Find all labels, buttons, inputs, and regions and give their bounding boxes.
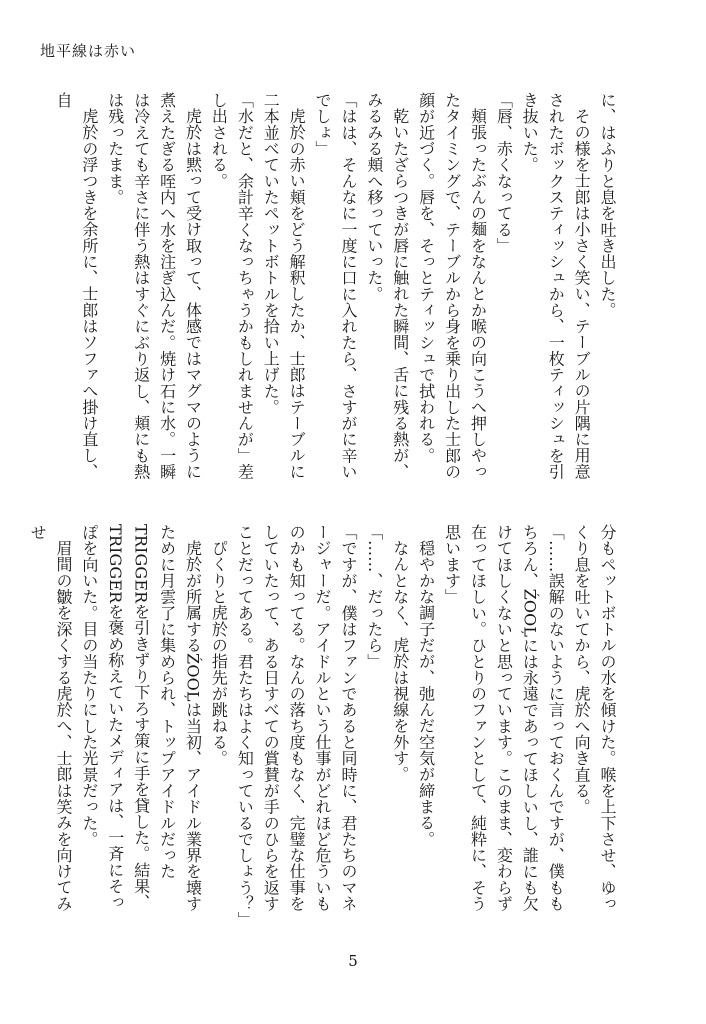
paragraph: 眉間の皺を深くする虎於へ、士郎は笑みを向けてみせ	[28, 524, 73, 912]
paragraph: 虎於の赤い頬をどう解釈したか、士郎はテーブルに二本並べていたペットボトルを拾い上げた。	[261, 92, 307, 480]
paragraph: 虎於の浮つきを余所に、士郎はソファへ掛け直し、自	[53, 92, 99, 480]
upper-text-block	[50, 92, 620, 494]
paragraph: 虎於は黙って受け取って、体感ではマグマのように煮えたぎる咥内へ水を注ぎ込んだ。焼け石に水。一瞬は冷えても辛さに伴う熱はすぐにぶり返し、頬にも熱は残ったまま。	[105, 92, 203, 480]
dialogue-line: 「ですが、僕はファンであると同時に、君たちのマネージャーだ。アイドルという仕事がどれほど危ういものかも知ってる。なんの落ち度もなく、完璧な仕事をしていたって、ある日すべての賞賛が手のひらを返すことだってある。君たちはよく知っているでしょう？」	[235, 524, 358, 928]
paragraph: 分もペットボトルの水を傾けた。喉を上下させ、ゆっくり息を吐いてから、虎於へ向き直る。	[572, 524, 617, 912]
paragraph: その様を士郎は小さく笑い、テーブルの片隅に用意されたボックスティッシュから、一枚ティッシュを引き抜いた。	[520, 92, 592, 480]
page-number: 5	[348, 952, 358, 970]
dialogue-line: 「水だと、余計辛くなっちゃうかもしれませんが」差し出される。	[209, 92, 255, 480]
paragraph: 穏やかな調子だが、弛んだ空気が締まる。	[416, 540, 436, 847]
paragraph: 虎於が所属するŹOOĻは当初、アイドル業界を壊すために月雲了に集められ、トップアイドルだったTRIGGERを引きずり下ろす策に手を貸した。結果、TRIGGERを褒め称えていたメディアは、一斉にそっぽを向いた。目の当たりにした光景だった。	[79, 524, 203, 912]
paragraph: 頬張ったぶんの麺をなんとか喉の向こうへ押しやったタイミングで、テーブルから身を乗り出した士郎の顔が近づく。唇を、そっとティッシュで拭われる。	[416, 92, 488, 480]
paragraph: ぴくりと虎於の指先が跳ねる。	[209, 540, 229, 767]
paragraph: 乾いたざらつきが唇に触れた瞬間、舌に残る熱が、みるみる頬へ移っていった。	[364, 92, 410, 480]
dialogue-line: 「はは、そんなに一度に口に入れたら、さすがに辛いでしょ」	[313, 92, 358, 480]
dialogue-line: 「唇、赤くなってる」	[494, 92, 514, 254]
lower-text-block	[24, 524, 620, 926]
dialogue-line: 「……、だったら」	[364, 524, 384, 670]
paragraph: なんとなく、虎於は視線を外す。	[390, 540, 410, 783]
paragraph: に、はふりと息を吐き出した。	[598, 92, 617, 319]
running-title: 地平線は赤い	[40, 42, 137, 60]
dialogue-line: 「……誤解のないように言っておくんですが、僕ももちろん、ŹOOĻには永遠であってほしいし、誰にも欠けてほしくないと思っています。このまま、変わらず在ってほしい。ひとりのファンとして、純粋に、そう思います」	[442, 524, 566, 912]
